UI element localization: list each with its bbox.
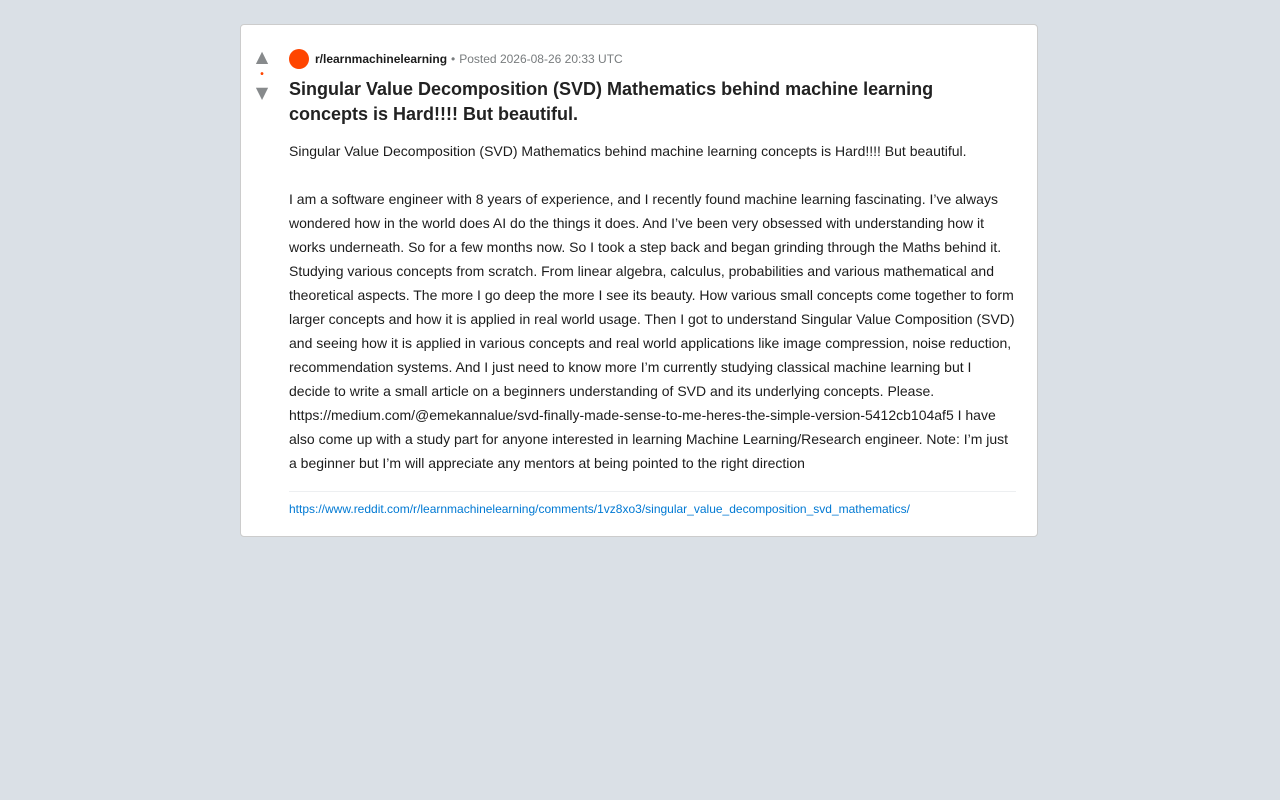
downvote-icon[interactable]: ▼ — [255, 83, 269, 102]
vote-score: • — [260, 69, 264, 80]
vote-column — [241, 47, 283, 103]
post-content — [289, 49, 1016, 517]
subreddit-avatar-icon[interactable] — [289, 49, 309, 69]
meta-separator: • — [451, 52, 456, 66]
post-body: Singular Value Decomposition (SVD) Mathematics behind machine learning concepts is Hard!!!! But beautiful. I am a software engineer with 8 years of experience, and I recently found machine learning fascinating. I’ve always wondered how in the world does AI do the things it does. And I’ve been very obsessed with understanding how it works underneath. So for a few months now. So I took a step back and began grinding through the Maths behind it. Studying various concepts from scratch. From linear algebra, calculus, probabilities and various mathematical and theoretical aspects. The more I go deep the more I see its beauty. How various small concepts come together to form larger concepts and how it is applied in real world usage. Then I got to understand Singular Value Composition (SVD) and seeing how it is applied in various concepts and real world applications like image compression, noise reduction, recommendation systems. And I just need to know more I’m currently studying classical machine learning but I decide to write a small article on a beginners understanding of SVD and its underlying concepts. Please. https://medium.com/@emekannalue/svd-finally-made-sense-to-me-heres-the-simple-version-5412cb104af5 I have also come up with a study part for anyone interested in learning Machine Learning/Research engineer. Note: I’m just a beginner but I’m will appreciate any mentors at being pointed to the right direction — [289, 143, 1015, 471]
post-meta — [289, 49, 1016, 69]
post-title[interactable]: Singular Value Decomposition (SVD) Mathematics behind machine learning concepts is Hard!!!! But beautiful. — [289, 79, 934, 124]
post-timestamp: Posted 2026-08-26 20:33 UTC — [459, 52, 623, 66]
permalink-link[interactable]: https://www.reddit.com/r/learnmachinelearning/comments/1vz8xo3/singular_value_decomposition_svd_mathematics/ — [289, 502, 910, 516]
subreddit-link[interactable]: r/learnmachinelearning — [315, 52, 448, 66]
post-card — [240, 24, 1038, 537]
divider — [289, 491, 1016, 492]
upvote-icon[interactable]: ▲ — [255, 47, 269, 66]
